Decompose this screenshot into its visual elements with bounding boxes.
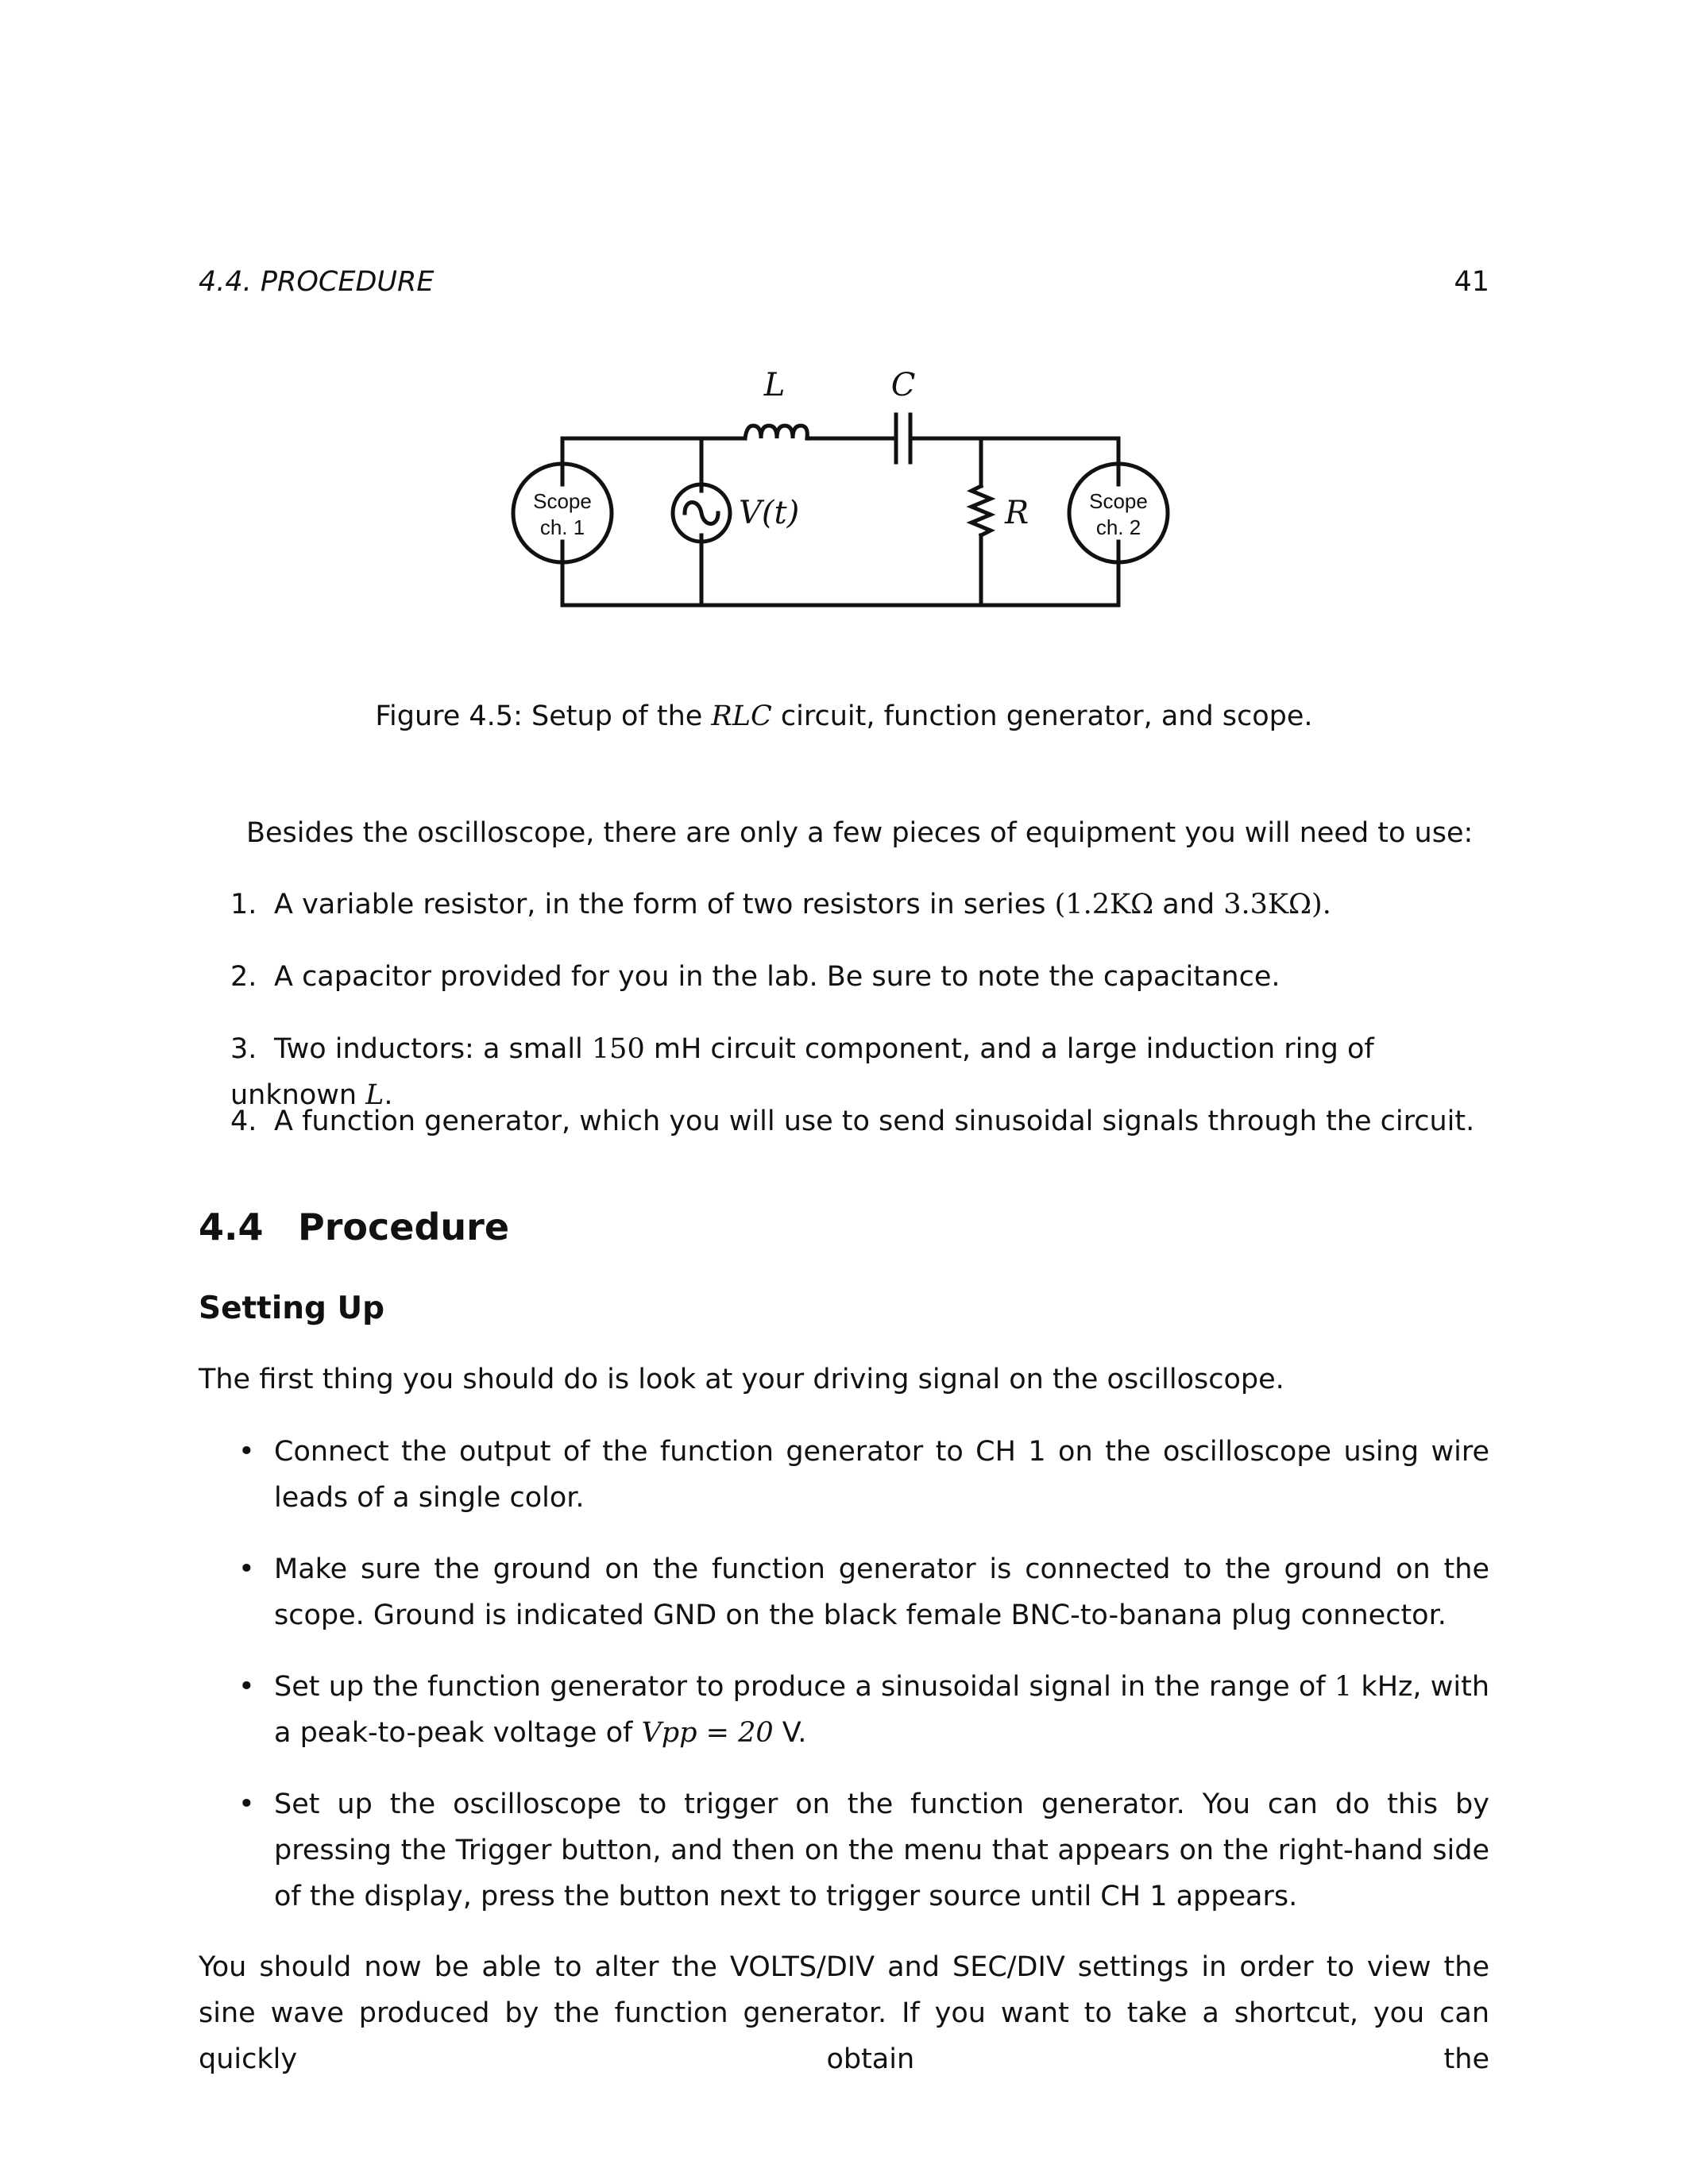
circuit-diagram [477, 349, 1192, 659]
rlc-circuit-figure [477, 349, 1192, 659]
inductor-symbol [745, 426, 807, 438]
item-math: (1.2KΩ [1054, 889, 1154, 920]
source-label: V(t) [739, 495, 800, 531]
bullet-dot: • [238, 1671, 255, 1703]
item-text: A function generator, which you will use to send sinusoidal signals through the circuit. [274, 1106, 1475, 1137]
bullet-text-part: kHz, with a peak-to-peak voltage of [274, 1671, 1489, 1749]
bullet-text [274, 1664, 1489, 1756]
item-text: Two inductors: a small [274, 1033, 592, 1065]
running-header [199, 266, 1489, 306]
section-number: 4.4 [199, 1206, 264, 1248]
bullet-math: 1 [1334, 1671, 1353, 1703]
bullet-item [238, 1781, 1489, 1920]
item-text: mH circuit component, and a large induction ring of unknown [230, 1033, 1374, 1111]
page-number: 41 [1454, 266, 1489, 298]
bullet-dot: • [238, 1553, 255, 1585]
closing-paragraph: You should now be able to alter the VOLTS/DIV and SEC/DIV settings in order to view the sine wave produced by the function generator. If you want to take a shortcut, you can quickly obtain the [199, 1951, 1489, 2075]
item-math: L [365, 1079, 384, 1111]
bullet-text: Connect the output of the function generator to CH 1 on the oscilloscope using wire leads of a single color. [274, 1436, 1489, 1514]
item-text: and [1153, 889, 1224, 920]
bullet-dot: • [238, 1436, 255, 1468]
item-number: 3. [230, 1033, 257, 1065]
intro-paragraph: Besides the oscilloscope, there are only a few pieces of equipment you will need to use: [246, 817, 1474, 849]
scope-ch2-label-line2: ch. 2 [1095, 515, 1141, 539]
inductor-label: L [763, 367, 786, 403]
caption-prefix: Figure 4.5: Setup of the [375, 700, 712, 732]
scope-ch1-label-line1: Scope [533, 489, 592, 513]
scope-ch2-label-line1: Scope [1089, 489, 1148, 513]
header-section-title: 4.4. PROCEDURE [199, 266, 435, 298]
equipment-item [230, 1098, 1493, 1144]
scope-ch1-label-line2: ch. 1 [539, 515, 585, 539]
bullet-dot: • [238, 1788, 255, 1820]
caption-suffix: circuit, function generator, and scope. [771, 700, 1313, 732]
bullet-item [238, 1429, 1489, 1521]
section-title: Procedure [298, 1206, 510, 1248]
resistor-label: R [1005, 495, 1029, 531]
bullet-math: Vpp = 20 [641, 1717, 774, 1749]
item-math: 3.3KΩ). [1223, 889, 1331, 920]
bullet-text: Set up the oscilloscope to trigger on the function generator. You can do this by pressing the Trigger button, and then on the menu that appears on the right-hand side of the display, press the button next to trigger source until CH 1 appears. [274, 1788, 1489, 1912]
item-text: A capacitor provided for you in the lab. Be sure to note the capacitance. [274, 961, 1280, 993]
item-text: . [384, 1079, 393, 1111]
sine-wave-icon [685, 503, 718, 524]
bullet-item [238, 1664, 1489, 1756]
section-heading [199, 1206, 509, 1248]
resistor-symbol [971, 486, 991, 535]
item-text: A variable resistor, in the form of two resistors in series [274, 889, 1055, 920]
capacitor-label: C [890, 367, 916, 403]
item-number: 4. [230, 1106, 257, 1137]
equipment-item [230, 882, 1493, 928]
bullet-item [238, 1546, 1489, 1638]
lead-paragraph: The first thing you should do is look at your driving signal on the oscilloscope. [199, 1364, 1284, 1395]
equipment-item [230, 954, 1493, 1000]
bullet-text: Make sure the ground on the function generator is connected to the ground on the scope. Ground is indicated GND on the black female BNC-to-banana plug connector. [274, 1553, 1489, 1631]
item-number: 1. [230, 889, 257, 920]
bullet-text-part: V. [773, 1717, 807, 1749]
item-number: 2. [230, 961, 257, 993]
subsection-heading: Setting Up [199, 1291, 385, 1326]
item-math: 150 [591, 1033, 645, 1065]
bullet-text-part: Set up the function generator to produce a sinusoidal signal in the range of [274, 1671, 1335, 1703]
caption-math: RLC [711, 700, 772, 732]
figure-caption [199, 700, 1489, 732]
